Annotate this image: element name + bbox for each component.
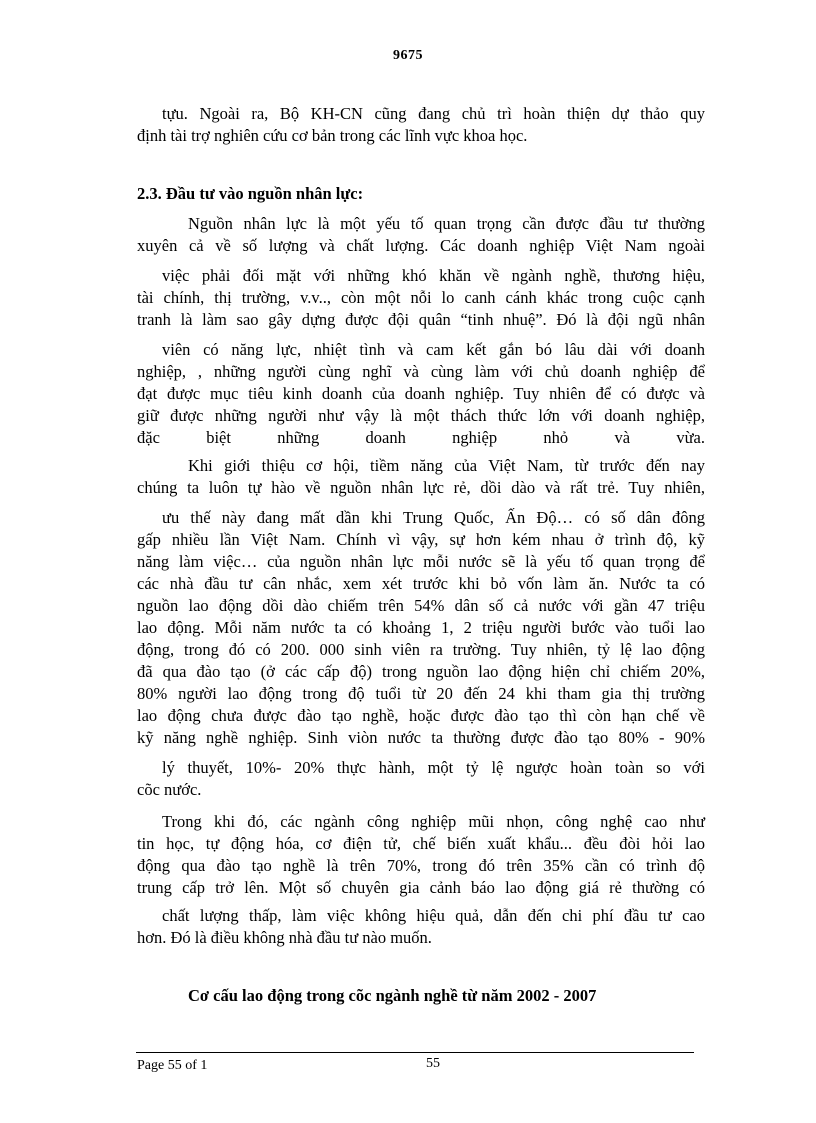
body-line: trung cấp trở lên. Một số chuyên gia cảnh báo lao động giá rẻ thường có [137, 878, 705, 897]
body-line: động qua đào tạo nghề là trên 70%, trong đó trên 35% cần có trình độ [137, 856, 705, 875]
body-line: tin học, tự động hóa, cơ điện tử, chế biến xuất khẩu... đều đòi hỏi lao [137, 834, 705, 853]
body-line: gấp nhiều lần Việt Nam. Chính vì vậy, sự hơn kém nhau ở trình độ, kỹ [137, 530, 705, 549]
body-line: giữ được những người như vậy là một thách thức lớn với doanh nghiệp, [137, 406, 705, 425]
body-line: nghiệp, , những người cùng nghĩ và cùng làm với chủ doanh nghiệp để [137, 362, 705, 381]
footer-page-of: Page 55 of 1 [137, 1058, 208, 1073]
footer-page-number: 55 [426, 1056, 440, 1071]
body-line: động, trong đó có 200. 000 sinh viên ra trường. Tuy nhiên, tỷ lệ lao động [137, 640, 705, 659]
body-line: đạt được mục tiêu kinh doanh của doanh nghiệp. Tuy nhiên để có được và [137, 384, 705, 403]
body-line: lý thuyết, 10%- 20% thực hành, một tỷ lệ ngược hoàn toàn so với [162, 758, 705, 777]
body-line: Khi giới thiệu cơ hội, tiềm năng của Việt Nam, từ trước đến nay [188, 456, 705, 475]
body-line: tài chính, thị trường, v.v.., còn một nỗi lo canh cánh khác trong cuộc cạnh [137, 288, 705, 307]
body-line: định tài trợ nghiên cứu cơ bản trong các lĩnh vực khoa học. [137, 126, 528, 145]
body-line: tranh là làm sao gây dựng được đội quân “tinh nhuệ”. Đó là đội ngũ nhân [137, 310, 705, 329]
body-line: lao động. Mỗi năm nước ta có khoảng 1, 2 triệu người bước vào tuổi lao [137, 618, 705, 637]
page-header-number: 9675 [393, 48, 423, 63]
body-line: tựu. Ngoài ra, Bộ KH-CN cũng đang chủ trì hoàn thiện dự thảo quy [162, 104, 705, 123]
body-line: đặc biệt những doanh nghiệp nhỏ và vừa. [137, 428, 705, 447]
body-line: kỹ năng nghề nghiệp. Sinh viòn nước ta thường được đào tạo 80% - 90% [137, 728, 705, 747]
body-line: việc phải đối mặt với những khó khăn về ngành nghề, thương hiệu, [162, 266, 705, 285]
body-line: hơn. Đó là điều không nhà đầu tư nào muốn. [137, 928, 432, 947]
body-line: các nhà đầu tư cân nhắc, xem xét trước khi bỏ vốn làm ăn. Nước ta có [137, 574, 705, 593]
body-line: Nguồn nhân lực là một yếu tố quan trọng cần được đầu tư thường [188, 214, 705, 233]
table-caption: Cơ cấu lao động trong cõc ngành nghề từ năm 2002 - 2007 [188, 986, 597, 1005]
body-line: viên có năng lực, nhiệt tình và cam kết gắn bó lâu dài với doanh [162, 340, 705, 359]
body-line: ưu thế này đang mất dần khi Trung Quốc, Ấn Độ… có số dân đông [162, 508, 705, 527]
body-line: lao động chưa được đào tạo nghề, hoặc được đào tạo thì còn hạn chế về [137, 706, 705, 725]
body-line: 80% người lao động trong độ tuổi từ 20 đến 24 khi tham gia thị trường [137, 684, 705, 703]
footer-divider [136, 1052, 694, 1053]
body-line: chất lượng thấp, làm việc không hiệu quả, dẫn đến chi phí đầu tư cao [162, 906, 705, 925]
section-heading: 2.3. Đầu tư vào nguồn nhân lực: [137, 184, 364, 203]
body-line: xuyên cả về số lượng và chất lượng. Các doanh nghiệp Việt Nam ngoài [137, 236, 705, 255]
body-line: nguồn lao động dồi dào chiếm trên 54% dân số cả nước với gần 47 triệu [137, 596, 705, 615]
body-line: chúng ta luôn tự hào về nguồn nhân lực rẻ, dồi dào và rất trẻ. Tuy nhiên, [137, 478, 705, 497]
body-line: đã qua đào tạo (ở các cấp độ) trong nguồn lao động hiện chỉ chiếm 20%, [137, 662, 705, 681]
body-line: Trong khi đó, các ngành công nghiệp mũi nhọn, công nghệ cao như [162, 812, 705, 831]
body-line: cõc nước. [137, 780, 202, 799]
body-line: năng làm việc… của nguồn nhân lực mỗi nước sẽ là yếu tố quan trọng để [137, 552, 705, 571]
